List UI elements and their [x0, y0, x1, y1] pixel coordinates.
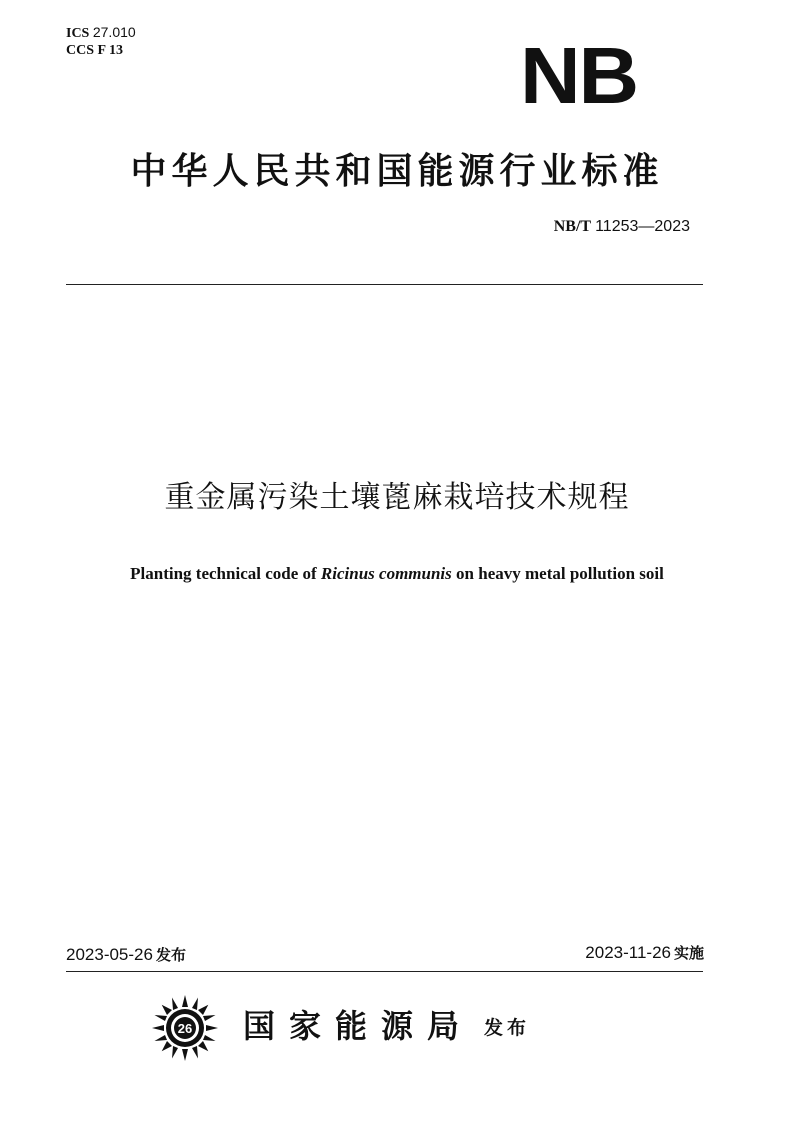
classification-codes: [66, 24, 136, 59]
title-en-species: Ricinus communis: [320, 564, 452, 583]
implement-date-value: 2023-11-26: [585, 943, 671, 962]
publisher-name: 国家能源局: [243, 1007, 474, 1045]
standard-code: [554, 217, 690, 237]
ics-label: ICS: [66, 26, 90, 41]
document-title-en: [0, 562, 794, 586]
ccs-code: CCS F 13: [66, 43, 124, 58]
emblem-number: 26: [177, 1021, 193, 1036]
national-energy-administration-emblem-icon: [150, 993, 220, 1063]
title-en-part2: on heavy metal pollution soil: [451, 564, 664, 583]
title-en-part1: Planting technical code of: [130, 564, 321, 583]
document-title-zh: 重金属污染土壤蓖麻栽培技术规程: [164, 480, 630, 515]
implement-date-label: 实施: [673, 944, 704, 962]
bottom-divider: [66, 971, 703, 972]
issue-date: [66, 944, 186, 966]
ics-value: 27.010: [92, 24, 136, 40]
standard-category-title: 中华人民共和国能源行业标准: [130, 151, 664, 192]
standard-code-number: 11253—2023: [595, 218, 690, 235]
ics-code: [66, 24, 136, 42]
publisher-label: 发布: [484, 1017, 531, 1039]
implementation-date: [585, 942, 704, 964]
standard-code-prefix: NB/T: [553, 218, 592, 235]
issue-date-label: 发布: [155, 946, 186, 964]
issue-date-value: 2023-05-26: [66, 945, 153, 964]
nb-logo: NB: [520, 31, 638, 120]
top-divider: [66, 284, 703, 285]
